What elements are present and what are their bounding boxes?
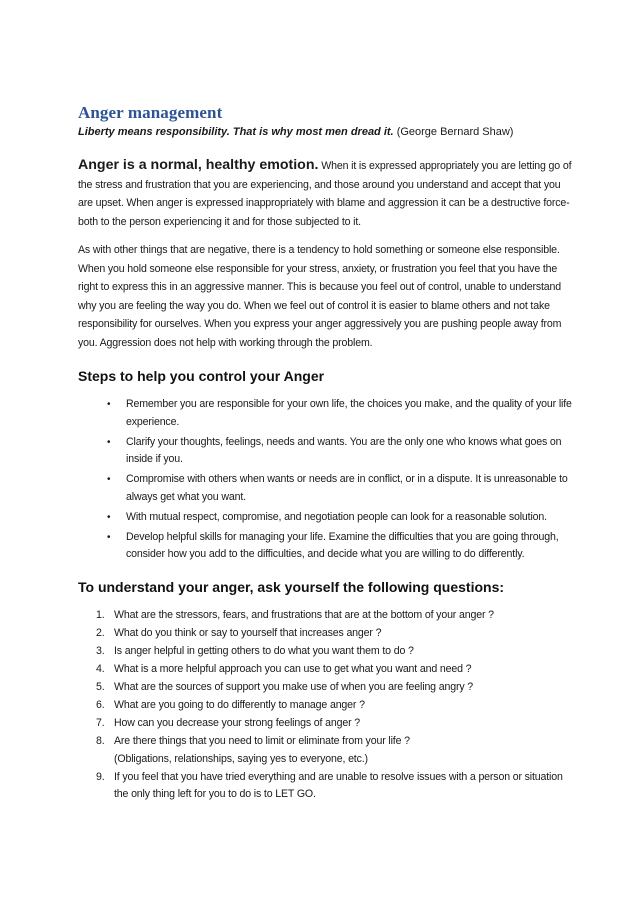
item-number: 9. [96,770,105,783]
quote-line [78,126,578,138]
question-text: Is anger helpful in getting others to do what you want them to do ? [114,645,414,658]
bullet-icon: • [107,399,111,410]
list-item [107,434,578,470]
list-item [96,769,578,804]
bullet-icon: • [107,511,111,523]
intro-text: When it is expressed appropriately you are letting go of the stress and frustration that you are experiencing, and those around you understand and accept that you are upset. When anger is expressed inappropriately with blame and aggression it can be a destructive force- both to the person experiencing it and for those subjected to it. [78,160,572,228]
page-title: Anger management [78,103,223,122]
questions-heading: To understand your anger, ask yourself the following questions: [78,579,505,596]
item-number: 7. [96,717,105,730]
question-text: What are the sources of support you make use of when you are feeling angry ? [114,681,474,694]
list-item [96,697,578,715]
step-text: Develop helpful skills for managing your life. Examine the difficulties that you are going through, consider how you add to the difficulties, and decide what you are willing to do differently. [126,530,559,561]
bullet-icon: • [107,474,111,486]
list-item [107,471,578,507]
item-number: 8. [96,735,105,748]
steps-heading: Steps to help you control your Anger [78,368,325,384]
item-number: 3. [96,645,105,658]
intro-lead: Anger is a normal, healthy emotion. [78,157,319,173]
question-text: What are you going to do differently to manage anger ? [114,699,365,712]
question-text: How can you decrease your strong feelings of anger ? [114,717,361,730]
step-text: Remember you are responsible for your own life, the choices you make, and the quality of your life experience. [126,398,572,428]
item-number: 2. [96,627,105,640]
bullet-icon: • [107,436,111,448]
list-item [96,715,578,733]
intro-paragraph [78,156,578,231]
question-note: (Obligations, relationships, saying yes to everyone, etc.) [114,752,368,765]
bullet-icon: • [107,531,111,543]
questions-list [78,607,578,804]
list-item [96,679,578,697]
item-number: 6. [96,699,105,712]
list-item [96,661,578,679]
list-item [96,733,578,768]
list-item [107,529,578,565]
list-item [96,625,578,643]
list-item [107,396,578,432]
question-text: What do you think or say to yourself that increases anger ? [114,627,382,640]
steps-list [78,396,578,564]
quote-text: Liberty means responsibility. That is why most men dread it. [78,126,394,138]
question-text: What is a more helpful approach you can use to get what you want and need ? [114,663,472,676]
list-item [96,607,578,625]
quote-author: (George Bernard Shaw) [396,126,514,138]
step-text: Clarify your thoughts, feelings, needs and wants. You are the only one who knows what goes on inside if you. [126,435,562,466]
question-text: What are the stressors, fears, and frustrations that are at the bottom of your anger ? [114,609,494,622]
item-number: 4. [96,663,105,676]
step-text: With mutual respect, compromise, and negotiation people can look for a reasonable solution. [126,510,547,523]
responsibility-paragraph: As with other things that are negative, there is a tendency to hold something or someone else responsible. When you hold someone else responsible for your stress, anxiety, or frustration you feel that you have the right to express this in an aggressive manner. This is because you feel out of control, unable to understand why you are feeling the way you do. When we feel out of control it is easier to blame others and not take responsibility for ourselves. When you express your anger aggressively you are pushing people away from you. Aggression does not help with working through the problem. [78,244,562,349]
question-text: Are there things that you need to limit or eliminate from your life ? [114,735,410,748]
list-item [96,643,578,661]
question-text: If you feel that you have tried everything and are unable to resolve issues with a person or situation the only thing left for you to do is to LET GO. [114,770,563,801]
item-number: 1. [96,609,105,622]
step-text: Compromise with others when wants or needs are in conflict, or in a dispute. It is unreasonable to always get what you want. [126,473,568,503]
item-number: 5. [96,681,105,694]
list-item [107,509,578,527]
